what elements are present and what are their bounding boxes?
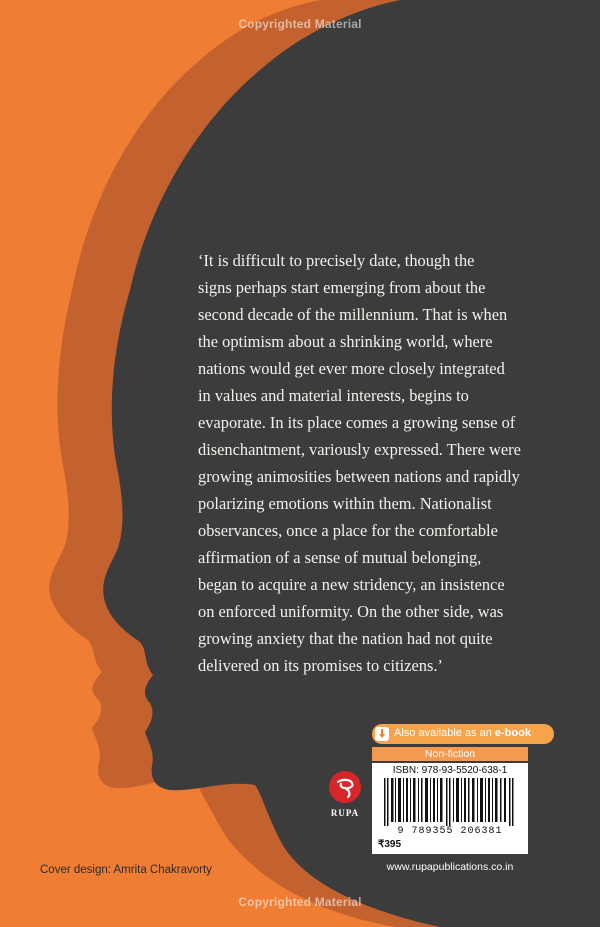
blurb-line: disenchantment, variously expressed. There were xyxy=(198,440,521,459)
copyright-watermark-top: Copyrighted Material xyxy=(238,17,362,31)
ebook-prefix: Also available as an xyxy=(394,727,495,739)
isbn-text: ISBN: 978-93-5520-638-1 xyxy=(392,765,508,776)
blurb-line: evaporate. In its place comes a growing sense of xyxy=(198,413,516,432)
blurb-line: ‘It is difficult to precisely date, though the xyxy=(198,251,475,270)
price-label: ₹395 xyxy=(378,839,402,850)
ebook-availability-badge xyxy=(372,724,554,744)
blurb-line: polarizing emotions within them. Nationalist xyxy=(198,494,492,513)
copyright-watermark-bottom: Copyrighted Material xyxy=(238,895,362,909)
publisher-website: www.rupapublications.co.in xyxy=(386,861,514,873)
category-label: Non-fiction xyxy=(372,747,528,761)
blurb-line: in values and material interests, begins to xyxy=(198,386,469,405)
blurb-line: delivered on its promises to citizens.’ xyxy=(198,656,443,675)
blurb-line: affirmation of a sense of mutual belonging, xyxy=(198,548,482,567)
blurb-quote xyxy=(198,247,568,679)
blurb-line: second decade of the millennium. That is when xyxy=(198,305,508,324)
barcode-block xyxy=(372,763,528,854)
barcode-bars xyxy=(380,778,520,826)
publisher-logo xyxy=(323,770,367,818)
blurb-line: on enforced uniformity. On the other side, was xyxy=(198,602,504,621)
ebook-emphasis: e-book xyxy=(494,727,531,739)
blurb-line: growing animosities between nations and rapidly xyxy=(198,467,520,486)
download-icon xyxy=(375,727,389,741)
publisher-name: RUPA xyxy=(330,808,360,818)
cover-design-credit: Cover design: Amrita Chakravorty xyxy=(40,864,212,876)
blurb-line: growing anxiety that the nation had not quite xyxy=(198,629,493,648)
barcode-digits: 9 789355 206381 xyxy=(397,826,503,837)
blurb-line: signs perhaps start emerging from about the xyxy=(198,278,486,297)
blurb-line: began to acquire a new stridency, an insistence xyxy=(198,575,505,594)
blurb-line: the optimism about a shrinking world, where xyxy=(198,332,493,351)
blurb-line: nations would get ever more closely integrated xyxy=(198,359,505,378)
blurb-line: observances, once a place for the comfortable xyxy=(198,521,498,540)
rupa-logo-icon xyxy=(328,770,362,804)
ebook-availability-text xyxy=(394,727,531,739)
